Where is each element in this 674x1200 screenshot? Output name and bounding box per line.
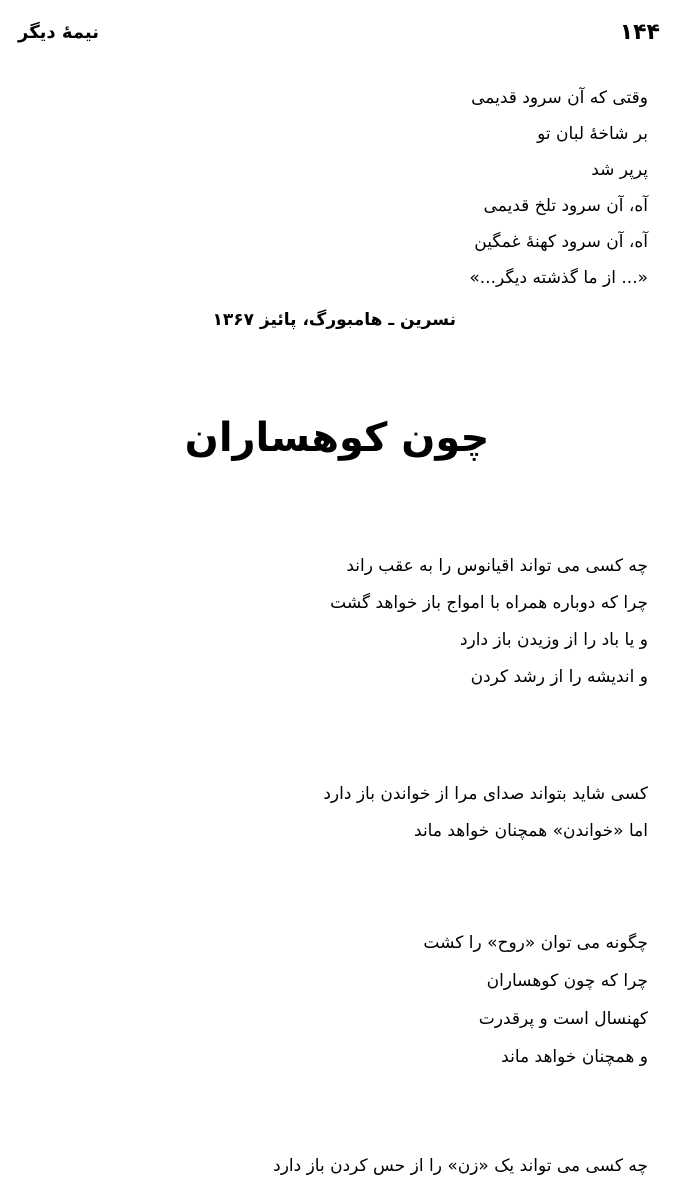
poem-line: پرپر شد	[591, 160, 648, 180]
poem-line: کسی شاید بتواند صدای مرا از خواندن باز دارد	[323, 784, 648, 804]
poem-line: آه، آن سرود کهنهٔ غمگین	[474, 232, 648, 252]
poem-line: بر شاخهٔ لبان تو	[537, 124, 648, 144]
poem-line: وقتی که آن سرود قدیمی	[471, 88, 648, 108]
poem-line: آه، آن سرود تلخ قدیمی	[483, 196, 648, 216]
poem-line: چرا که چون کوهساران	[486, 971, 648, 991]
poem-line: و یا باد را از وزیدن باز دارد	[459, 630, 648, 650]
poem-stanza	[330, 548, 648, 696]
poem-line: چه کسی می تواند اقیانوس را به عقب راند	[346, 556, 648, 576]
running-title: نیمهٔ دیگر	[18, 22, 100, 43]
poem-line: و همچنان خواهد ماند	[501, 1047, 648, 1067]
poem-stanza	[423, 924, 648, 1076]
author-signature: نسرین ـ هامبورگ، پائیز ۱۳۶۷	[212, 310, 456, 330]
poem-stanza	[323, 776, 648, 850]
poem-line: «... از ما گذشته دیگر...»	[469, 268, 648, 288]
intro-stanza	[469, 80, 648, 296]
poem-stanza	[273, 1148, 648, 1185]
poem-line: اما «خواندن» همچنان خواهد ماند	[414, 821, 648, 841]
poem-line: کهنسال است و پرقدرت	[478, 1009, 648, 1029]
poem-line: و اندیشه را از رشد کردن	[470, 667, 648, 687]
poem-line: چگونه می توان «روح» را کشت	[423, 933, 648, 953]
poem-line: چه کسی می تواند یک «زن» را از حس کردن باز دارد	[273, 1156, 648, 1176]
poem-title: چون کوهساران	[184, 415, 490, 461]
page-number: ۱۴۴	[619, 20, 660, 45]
poem-line: چرا که دوباره همراه با امواج باز خواهد گشت	[330, 593, 648, 613]
